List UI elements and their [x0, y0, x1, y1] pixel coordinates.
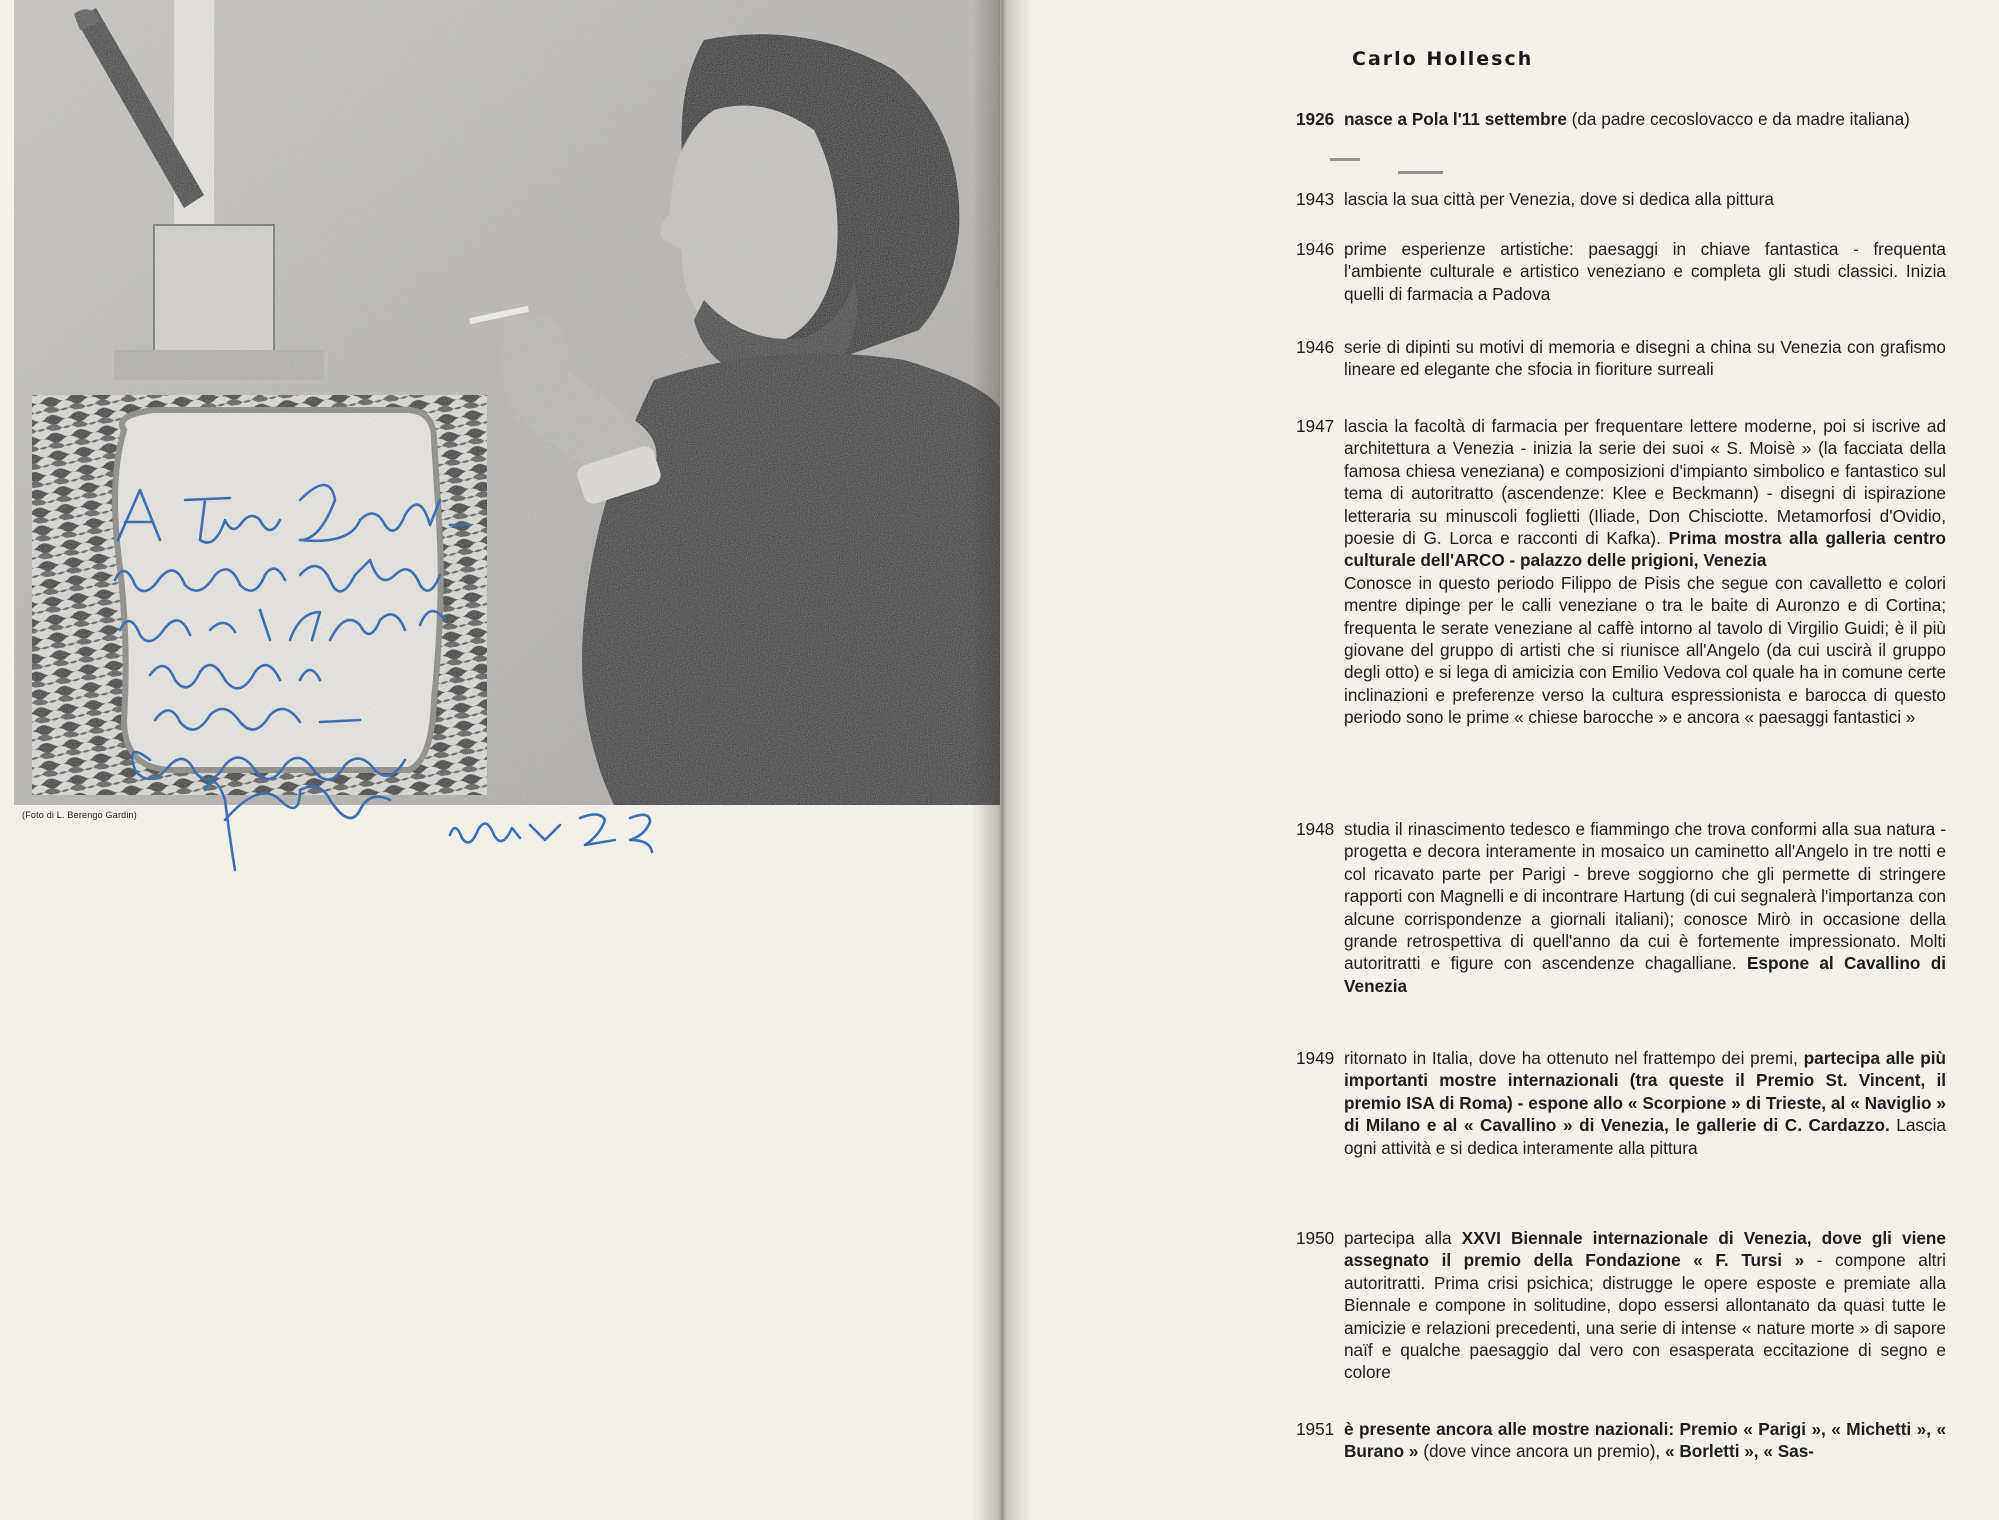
chronology-entry [1296, 238, 1946, 305]
entry-text [1344, 1418, 1946, 1463]
chronology-entry [1296, 1047, 1946, 1159]
entry-text-segment: (dove vince ancora un premio), [1418, 1441, 1665, 1462]
chronology-entry [1296, 1418, 1946, 1463]
entry-text [1344, 818, 1946, 997]
chronology-entry [1296, 415, 1946, 729]
entry-text-segment: serie di dipinti su motivi di memoria e disegni a china su Venezia con grafismo lineare ed elegante che sfocia in fioriture surreali [1344, 337, 1946, 380]
entry-text-bold: XXVI Biennale internazionale di Venezia, dove gli viene assegnato il premio della Fondazione « F. Tursi » [1344, 1228, 1946, 1271]
entry-text-segment: ritornato in Italia, dove ha ottenuto nel frattempo dei premi, [1344, 1048, 1804, 1068]
entry-text-segment: prime esperienze artistiche: paesaggi in chiave fantastica - frequenta l'ambiente culturale e artistico veneziano e completa gli studi classici. Inizia quelli di farmacia a Padova [1344, 239, 1946, 304]
chronology-entry [1296, 108, 1946, 130]
entry-text-bold: Prima mostra alla galleria centro culturale dell'ARCO - palazzo delle prigioni, Venezia [1344, 528, 1946, 571]
entry-year: 1949 [1296, 1048, 1335, 1068]
entry-year: 1926 [1296, 109, 1335, 129]
entry-text-bold: Espone al Cavallino di Venezia [1344, 953, 1946, 996]
print-smudge [1330, 158, 1360, 161]
entry-text-bold: partecipa alle più importanti mostre internazionali (tra queste il Premio St. Vincent, il premio ISA di Roma) - espone allo « Scorpione » di Trieste, al « Naviglio » di Milano e al « Cavallino » di Venezia, le gallerie di C. Cardazzo. [1344, 1048, 1946, 1136]
photo-credit: (Foto di L. Berengo Gardin) [22, 810, 137, 820]
entry-text-segment: studia il rinascimento tedesco e fiammingo che trova conformi alla sua natura - progetta e decora interamente in mosaico un caminetto all'Angelo in tre notti e col ricavato parte per Parigi - breve soggiorno che gli permette di stringere rapporti con Magnelli e di incontrare Hartung (di cui segnalerà l'importanza con alcune corrispondenze a giornali italiani); conosce Mirò in occasione della grande retrospettiva di quell'anno da cui è fortemente impressionato. Molti autoritratti e figure con ascendenze chagalliane. [1344, 819, 1946, 974]
entry-text-segment: Conosce in questo periodo Filippo de Pisis che segue con cavalletto e colori mentre dipinge per le calli veneziane o tra le baite di Auronzo e di Cortina; frequenta le serate veneziane al caffè intorno al tavolo di Virgilio Guidi; è il più giovane del gruppo di artisti che si riunisce all'Angelo (da cui uscirà il gruppo degli otto) e si lega di amicizia con Emilio Vedova col quale ha in comune certe inclinazioni e preferenze verso la cultura espressionista e barocca di questo periodo sono le prime « chiese barocche » e ancora « paesaggi fantastici » [1344, 572, 1946, 728]
entry-text-bold: « Borletti », « Sas- [1664, 1441, 1814, 1462]
entry-text-bold: nasce a Pola l'11 settembre [1344, 109, 1567, 129]
entry-text [1344, 188, 1946, 210]
entry-year: 1946 [1296, 239, 1335, 259]
print-smudge [1398, 171, 1443, 174]
entry-text-segment: partecipa alla [1344, 1228, 1462, 1248]
entry-text [1344, 1227, 1946, 1384]
entry-text [1344, 1047, 1946, 1159]
entry-year: 1943 [1296, 189, 1335, 209]
entry-text-segment: Lascia ogni attività e si dedica interamente alla pittura [1344, 1115, 1946, 1158]
entry-text-bold: è presente ancora alle mostre nazionali: Premio « Parigi », « Michetti », « Burano » [1344, 1419, 1946, 1462]
entry-text [1344, 238, 1946, 305]
artist-name-heading: Carlo Hollesch [1352, 48, 1534, 70]
chronology-entry [1296, 188, 1946, 210]
artist-photograph [14, 0, 1004, 805]
entry-text-segment: (da padre cecoslovacco e da madre italiana) [1566, 109, 1910, 129]
entry-text-segment: - compone altri autoritratti. Prima crisi psichica; distrugge le opere esposte e premiate alla Biennale e compone in solitudine, dopo essersi allontanato da quasi tutte le amicizie e relazioni precedenti, una serie di intense « nature morte » di sapore naïf e qualche paesaggio dal vero con esasperata eccitazione di segno e colore [1344, 1250, 1946, 1383]
entry-year: 1946 [1296, 337, 1335, 357]
entry-text-segment: lascia la facoltà di farmacia per frequentare lettere moderne, poi si iscrive ad architettura a Venezia - inizia la serie dei suoi « S. Moisè » (la facciata della famosa chiesa veneziana) e composizioni d'impianto simbolico e fantastico sul tema di autoritratto (ascendenze: Klee e Beckmann) - disegni di ispirazione letteraria su minuscoli foglietti (Iliade, Don Chisciotte. Metamorfosi d'Ovidio, poesie di G. Lorca e racconti di Kafka). [1344, 416, 1946, 549]
chronology-entry [1296, 1227, 1946, 1384]
entry-text-segment: lascia la sua città per Venezia, dove si dedica alla pittura [1344, 189, 1774, 209]
chronology-entry [1296, 336, 1946, 381]
entry-year: 1947 [1296, 416, 1335, 436]
entry-year: 1951 [1296, 1419, 1335, 1439]
entry-text [1344, 415, 1946, 729]
entry-year: 1950 [1296, 1228, 1335, 1248]
chronology-entry [1296, 818, 1946, 997]
entry-text [1344, 108, 1946, 130]
entry-text [1344, 336, 1946, 381]
entry-year: 1948 [1296, 819, 1335, 839]
